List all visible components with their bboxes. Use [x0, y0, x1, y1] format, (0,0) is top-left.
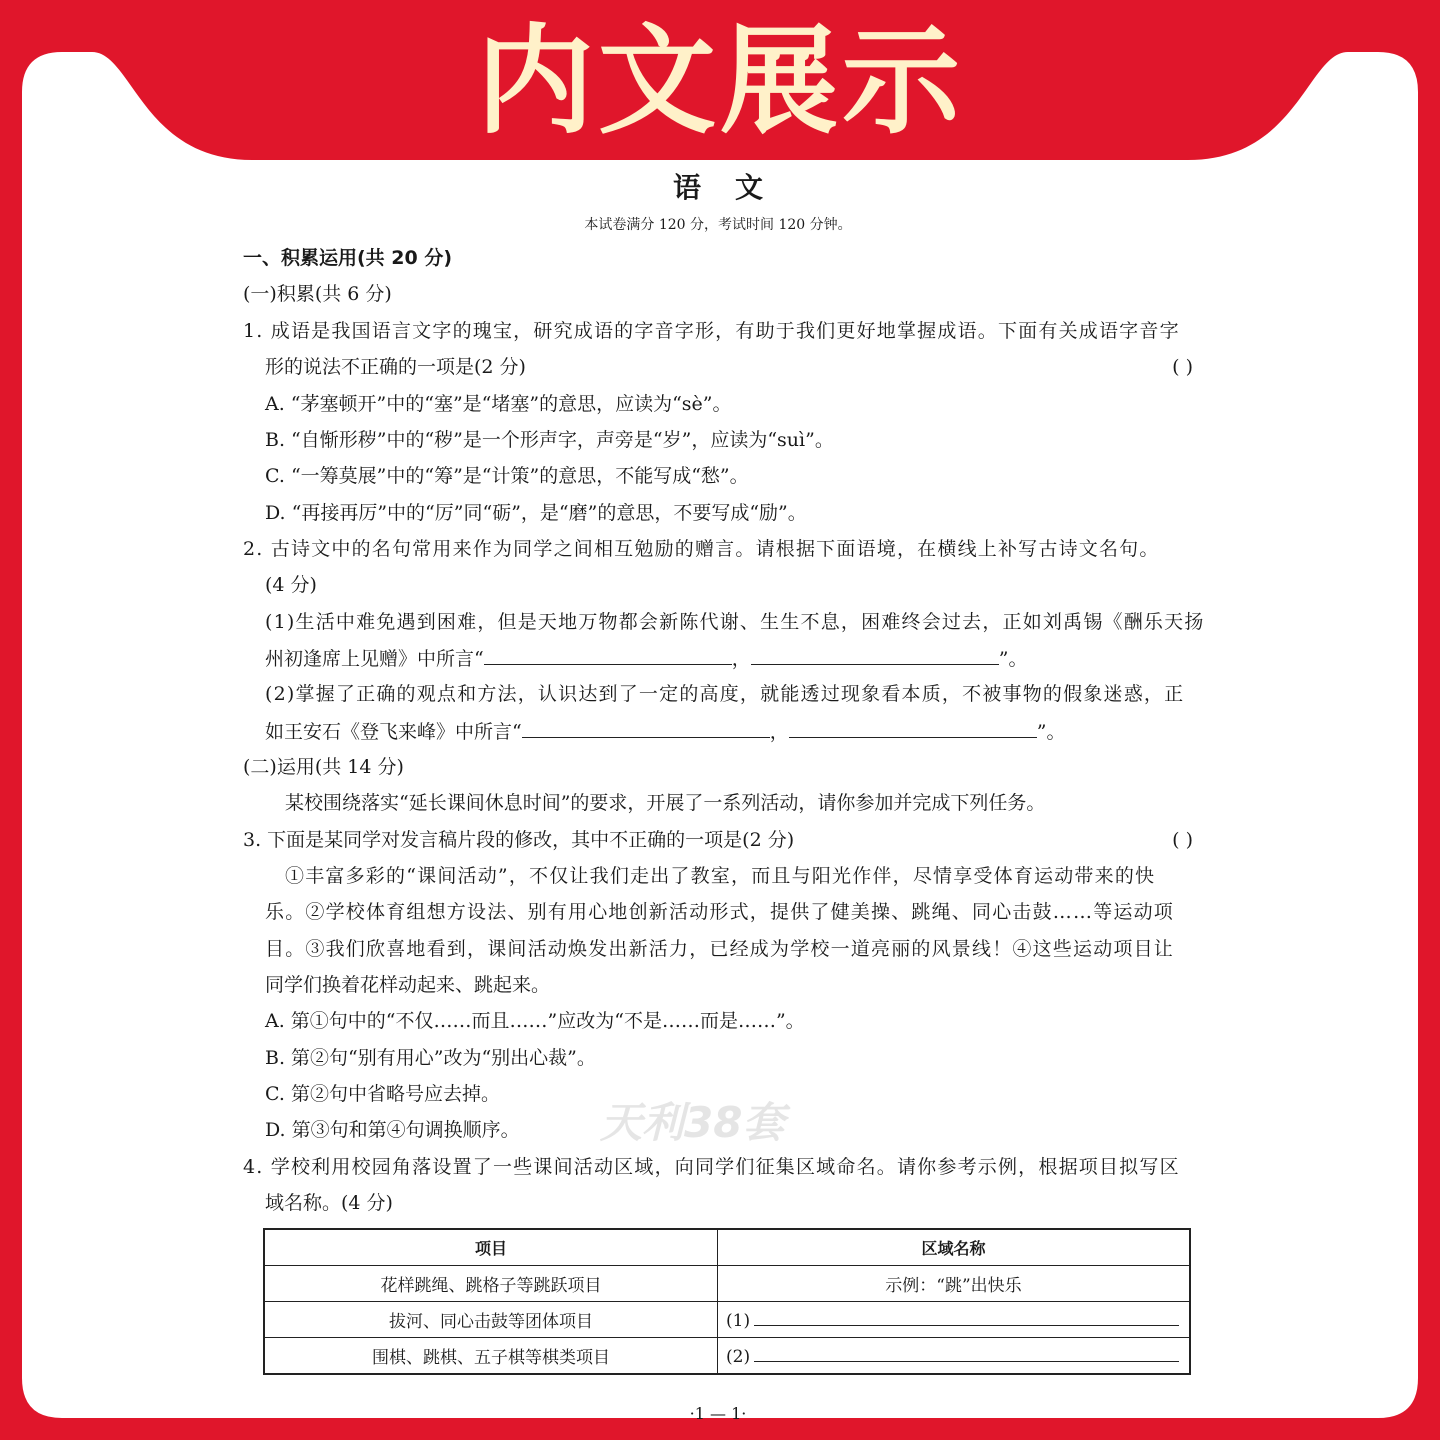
q1-option-d: D. “再接再厉”中的“厉”同“砺”，是“磨”的意思，不要写成“励”。: [265, 502, 807, 524]
q2-stem: 2. 古诗文中的名句常用来作为同学之间相互勉励的赠言。请根据下面语境，在横线上补写古诗文名句。: [243, 538, 1160, 560]
table-cell: 拔河、同心击鼓等团体项目: [264, 1302, 718, 1338]
blank-label: (2): [726, 1346, 751, 1367]
watermark-logo: 天利38套: [600, 1098, 785, 1147]
blank-label: (1): [726, 1310, 751, 1331]
q2-score: (4 分): [265, 574, 317, 596]
page-number: ·1 — 1·: [689, 1404, 747, 1423]
q2-sub1-cont: [265, 644, 1193, 673]
q3-passage: 同学们换着花样动起来、跳起来。: [265, 974, 551, 996]
q3-option-a: A. 第①句中的“不仅……而且……”应改为“不是……而是……”。: [265, 1010, 805, 1032]
closing-quote: ”。: [998, 648, 1028, 670]
answer-blank[interactable]: [522, 717, 770, 738]
q3-stem: 3. 下面是某同学对发言稿片段的修改，其中不正确的一项是(2 分): [243, 829, 795, 851]
q1-option-a: A. “茅塞顿开”中的“塞”是“堵塞”的意思，应读为“sè”。: [265, 393, 732, 415]
answer-blank[interactable]: [789, 717, 1037, 738]
q4-stem-cont: 域名称。(4 分): [265, 1192, 393, 1214]
doc-title: 语文: [672, 171, 797, 204]
q2-sub2-text: 如王安石《登飞来峰》中所言“: [265, 721, 522, 743]
table-cell: [718, 1302, 1191, 1338]
answer-blank[interactable]: [484, 644, 732, 665]
comma: ，: [731, 648, 751, 670]
q2-sub2: (2)掌握了正确的观点和方法，认识达到了一定的高度，就能透过现象看本质，不被事物的假象迷惑，正: [265, 683, 1185, 705]
q3-passage: 目。③我们欣喜地看到，课间活动焕发出新活力，已经成为学校一道亮丽的风景线！④这些运动项目让: [265, 938, 1175, 960]
section-heading: 一、积累运用(共 20 分): [243, 247, 453, 269]
table-row: [264, 1338, 1190, 1375]
q3-option-b: B. 第②句“别有用心”改为“别出心裁”。: [265, 1047, 596, 1069]
naming-table: [263, 1228, 1191, 1375]
q2-sub1: (1)生活中难免遇到困难，但是天地万物都会新陈代谢、生生不息，困难终会过去，正如刘禹锡《酬乐天扬: [265, 611, 1205, 633]
answer-blank[interactable]: [754, 1309, 1179, 1326]
table-cell: 围棋、跳棋、五子棋等棋类项目: [264, 1338, 718, 1375]
answer-blank[interactable]: [754, 1345, 1179, 1362]
q2-sub1-text: 州初逢席上见赠》中所言“: [265, 648, 484, 670]
table-cell: 示例：“跳”出快乐: [718, 1266, 1191, 1302]
q2-sub2-cont: [265, 717, 1193, 746]
part-heading: (一)积累(共 6 分): [243, 283, 392, 305]
q4-stem: 4. 学校利用校园角落设置了一些课间活动区域，向同学们征集区域命名。请你参考示例，根据项目拟写区: [243, 1156, 1180, 1178]
q1-stem: 1. 成语是我国语言文字的瑰宝，研究成语的字音字形，有助于我们更好地掌握成语。下面有关成语字音字: [243, 320, 1180, 342]
table-header: 项目: [264, 1229, 718, 1266]
q1-option-c: C. “一筹莫展”中的“筹”是“计策”的意思，不能写成“愁”。: [265, 465, 749, 487]
q1-stem-text: 形的说法不正确的一项是(2 分): [265, 356, 526, 378]
table-header: 区域名称: [718, 1229, 1191, 1266]
comma: ，: [769, 721, 789, 743]
answer-blank[interactable]: [751, 644, 999, 665]
banner-title: 内文展示: [475, 12, 964, 150]
table-cell: 花样跳绳、跳格子等跳跃项目: [264, 1266, 718, 1302]
table-cell: [718, 1338, 1191, 1375]
answer-paren: ( ): [1172, 356, 1193, 378]
answer-paren: ( ): [1172, 829, 1193, 851]
q3-stem-line: [243, 826, 1193, 854]
q1-option-b: B. “自惭形秽”中的“秽”是一个形声字，声旁是“岁”，应读为“suì”。: [265, 429, 834, 451]
q3-passage: ①丰富多彩的“课间活动”，不仅让我们走出了教室，而且与阳光作伴，尽情享受体育运动带来的快: [285, 865, 1156, 887]
q3-option-d: D. 第③句和第④句调换顺序。: [265, 1119, 520, 1141]
q3-option-c: C. 第②句中省略号应去掉。: [265, 1083, 500, 1105]
q3-passage: 乐。②学校体育组想方设法、别有用心地创新活动形式，提供了健美操、跳绳、同心击鼓……等运动项: [265, 901, 1175, 923]
part-heading: (二)运用(共 14 分): [243, 756, 404, 778]
table-row: [264, 1302, 1190, 1338]
closing-quote: ”。: [1036, 721, 1066, 743]
doc-subtitle: 本试卷满分 120 分，考试时间 120 分钟。: [584, 217, 852, 233]
q1-stem-cont: [265, 353, 1193, 381]
table-header-row: [264, 1229, 1190, 1266]
table-row: [264, 1266, 1190, 1302]
task-intro: 某校围绕落实“延长课间休息时间”的要求，开展了一系列活动，请你参加并完成下列任务。: [285, 792, 1046, 814]
